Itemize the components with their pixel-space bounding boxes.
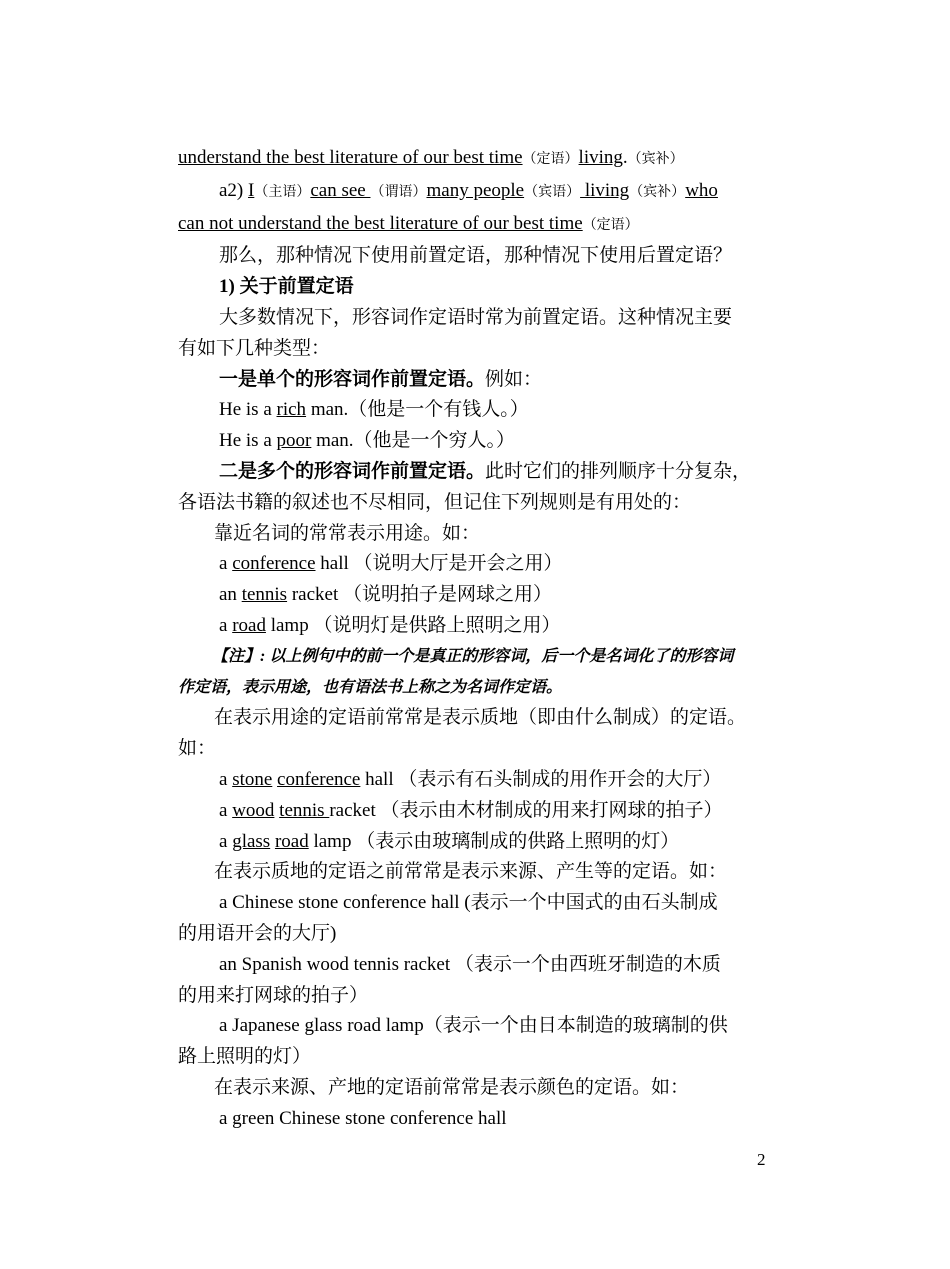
text-fragment: lamp （表示由玻璃制成的供路上照明的灯） (308, 830, 680, 852)
text-fragment: 此时它们的排列顺序十分复杂， (485, 460, 752, 482)
text-fragment: man.（他是一个有钱人。） (306, 399, 529, 421)
note-line: 【注】: 以上例句中的前一个是真正的形容词，后一个是名词化了的形容词 (212, 647, 734, 665)
text-line (178, 176, 778, 209)
document-body (178, 143, 778, 1135)
example-line (178, 580, 778, 611)
text-fragment: an (219, 584, 242, 606)
page-number: 2 (757, 1150, 766, 1169)
underlined-word: rich (276, 399, 307, 421)
text-fragment: a (219, 553, 233, 575)
text-fragment: 例如： (485, 368, 543, 390)
underlined-phrase: living (578, 147, 623, 168)
text-fragment: He is a (219, 399, 277, 421)
text-line: 的用来打网球的拍子） (178, 984, 369, 1006)
underlined-word: glass (232, 830, 271, 852)
underlined-phrase: living (580, 179, 630, 201)
underlined-word: tennis (279, 799, 330, 821)
bold-phrase: 一是单个的形容词作前置定语。 (219, 368, 486, 390)
grammar-tag: （谓语） (370, 184, 427, 200)
example-line (178, 549, 778, 580)
example-line (178, 765, 778, 796)
section-heading: 1) 关于前置定语 (219, 276, 354, 298)
example-line (178, 796, 778, 827)
example-line (178, 395, 778, 426)
text-line: 有如下几种类型： (178, 337, 331, 359)
text-line: 大多数情况下，形容词作定语时常为前置定语。这种情况主要 (219, 306, 733, 328)
example-line (178, 426, 778, 457)
text-fragment: a (219, 830, 233, 852)
text-line (178, 365, 778, 396)
text-fragment: a2) (219, 179, 249, 201)
underlined-word: tennis (241, 584, 288, 606)
underlined-phrase: can not understand the best literature of our best time (178, 212, 583, 234)
text-line (178, 209, 778, 242)
underlined-word: road (274, 830, 309, 852)
text-fragment: . (622, 147, 628, 168)
example-line (178, 827, 778, 858)
underlined-phrase: understand the best literature of our best time (178, 147, 523, 168)
text-line: 各语法书籍的叙述也不尽相同，但记住下列规则是有用处的： (178, 491, 692, 513)
text-line (178, 143, 778, 176)
underlined-phrase: can see (310, 179, 371, 201)
text-fragment: lamp （说明灯是供路上照明之用） (265, 614, 561, 636)
text-fragment: racket （表示由木材制成的用来打网球的拍子） (329, 799, 723, 821)
underlined-word: conference (277, 768, 361, 790)
underlined-phrase: many people (426, 179, 525, 201)
grammar-tag: （主语） (254, 184, 311, 200)
example-line: a Japanese glass road lamp（表示一个由日本制造的玻璃制的供 (219, 1015, 728, 1037)
example-line: a Chinese stone conference hall (表示一个中国式的由石头制成 (219, 892, 718, 914)
text-line: 如： (178, 738, 217, 760)
text-fragment: hall （说明大厅是开会之用） (315, 553, 563, 575)
text-line: 靠近名词的常常表示用途。如： (214, 522, 481, 544)
grammar-tag: （定语） (582, 217, 639, 233)
example-line (178, 611, 778, 642)
text-line: 那么，那种情况下使用前置定语，那种情况下使用后置定语？ (219, 245, 733, 267)
underlined-word: wood (232, 799, 275, 821)
underlined-word: conference (232, 553, 316, 575)
text-line: 路上照明的灯） (178, 1046, 312, 1068)
text-line: 在表示用途的定语前常常是表示质地（即由什么制成）的定语。 (214, 707, 747, 729)
bold-phrase: 二是多个的形容词作前置定语。 (219, 460, 486, 482)
text-fragment: He is a (219, 430, 277, 452)
text-fragment: man.（他是一个穷人。） (311, 430, 516, 452)
text-line: 的用语开会的大厅) (178, 922, 337, 944)
text-fragment: a (219, 799, 233, 821)
grammar-tag: （宾补） (627, 152, 684, 167)
grammar-tag: （宾补） (629, 184, 686, 200)
underlined-phrase: I (248, 179, 255, 201)
grammar-tag: （宾语） (524, 184, 581, 200)
text-fragment: hall （表示有石头制成的用作开会的大厅） (360, 768, 722, 790)
text-line (178, 457, 778, 488)
note-line: 作定语，表示用途，也有语法书上称之为名词作定语。 (178, 678, 563, 696)
example-line: a green Chinese stone conference hall (219, 1107, 507, 1129)
example-line: an Spanish wood tennis racket （表示一个由西班牙制造的木质 (219, 953, 721, 975)
underlined-word: stone (232, 768, 273, 790)
text-line: 在表示质地的定语之前常常是表示来源、产生等的定语。如： (214, 861, 728, 883)
text-fragment: a (219, 768, 233, 790)
underlined-phrase: who (685, 179, 718, 201)
text-line: 在表示来源、产地的定语前常常是表示颜色的定语。如： (214, 1076, 690, 1098)
text-fragment: a (219, 614, 233, 636)
underlined-word: poor (276, 430, 312, 452)
text-fragment: racket （说明拍子是网球之用） (287, 584, 552, 606)
underlined-word: road (232, 614, 266, 636)
grammar-tag: （定语） (522, 152, 579, 167)
